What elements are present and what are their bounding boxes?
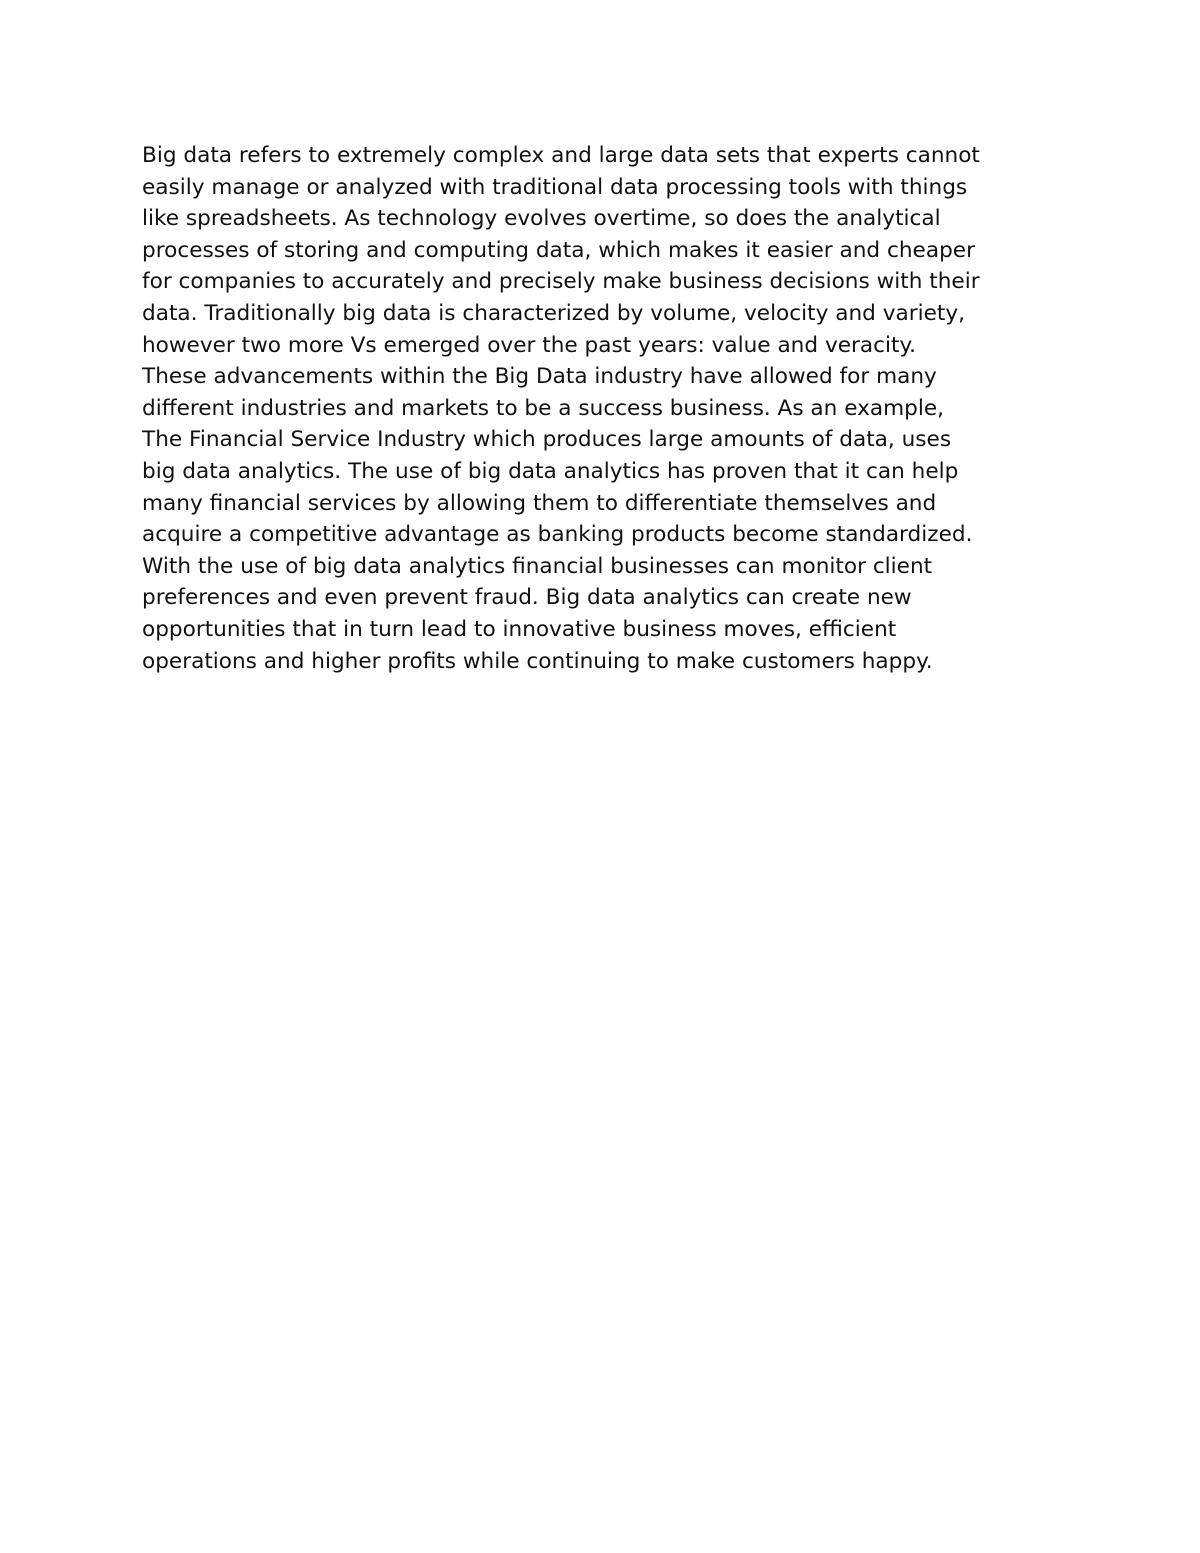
paragraph-line: acquire a competitive advantage as banking products become standardized. (142, 522, 973, 548)
paragraph-line: opportunities that in turn lead to innovative business moves, efficient (142, 616, 897, 642)
paragraph-line: data. Traditionally big data is characterized by volume, velocity and variety, (142, 300, 966, 326)
paragraph-line: processes of storing and computing data, which makes it easier and cheaper (142, 237, 975, 263)
paragraph-line: many financial services by allowing them to differentiate themselves and (142, 490, 937, 516)
paragraph-line: easily manage or analyzed with traditional data processing tools with things (142, 174, 968, 200)
paragraph-line: preferences and even prevent fraud. Big data analytics can create new (142, 585, 912, 611)
paragraph-line: operations and higher profits while continuing to make customers happy. (142, 648, 933, 674)
paragraph-line: Big data refers to extremely complex and large data sets that experts cannot (142, 143, 980, 168)
paragraph-line: however two more Vs emerged over the past years: value and veracity. (142, 332, 917, 358)
paragraph-line: With the use of big data analytics financial businesses can monitor client (142, 553, 933, 579)
paragraph-line: different industries and markets to be a success business. As an example, (142, 395, 945, 421)
paragraph-line: big data analytics. The use of big data analytics has proven that it can help (142, 458, 959, 484)
paragraph-line: The Financial Service Industry which produces large amounts of data, uses (142, 427, 952, 453)
paragraph-line: These advancements within the Big Data industry have allowed for many (142, 364, 937, 390)
paragraph-line: like spreadsheets. As technology evolves overtime, so does the analytical (142, 206, 941, 232)
paragraph-line: for companies to accurately and precisely make business decisions with their (142, 269, 980, 295)
body-paragraph (142, 140, 1082, 677)
